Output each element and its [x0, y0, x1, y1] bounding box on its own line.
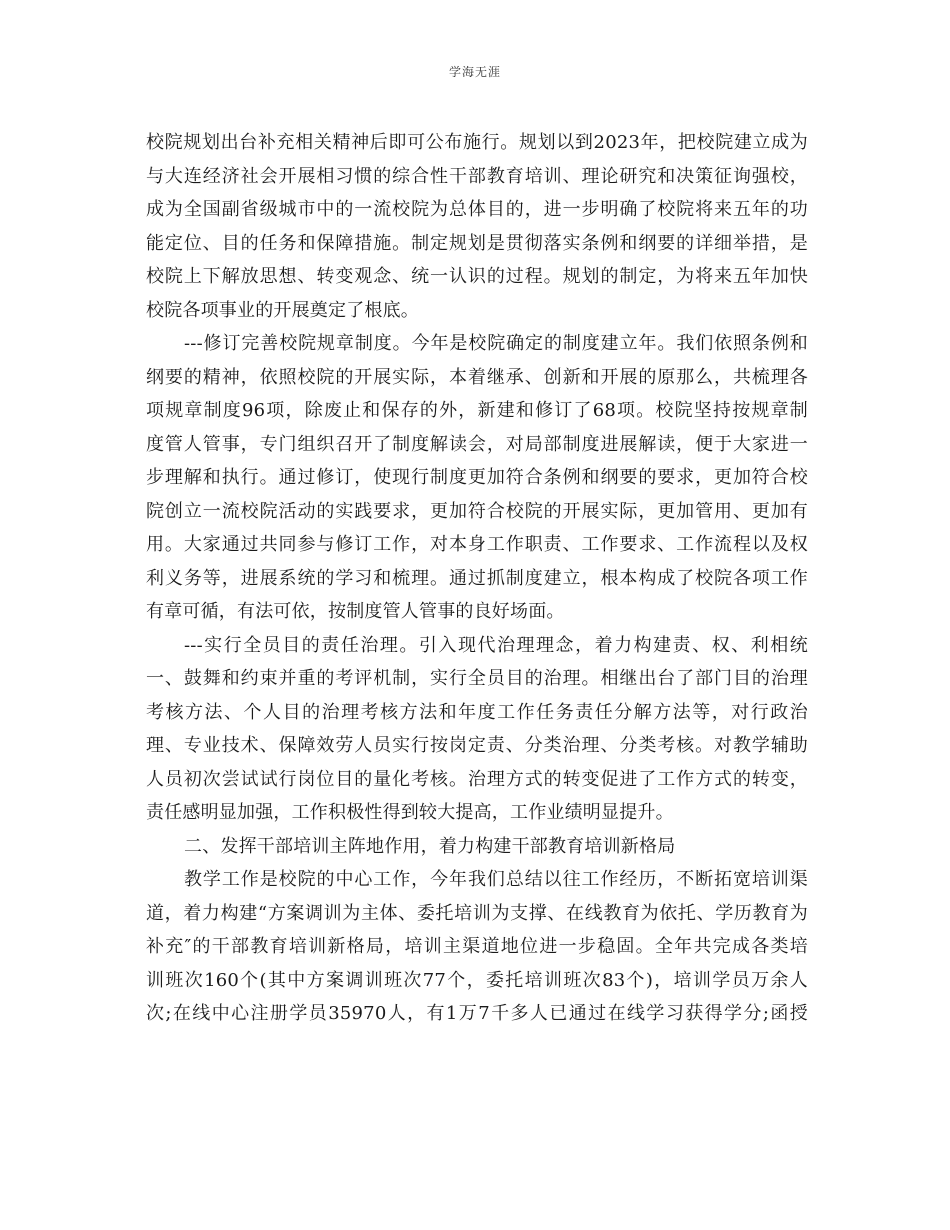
text-line: 与大连经济社会开展相习惯的综合性干部教育培训、理论研究和决策征询强校， — [146, 165, 808, 187]
text-line: 步理解和执行。通过修订，使现行制度更加符合条例和纲要的要求，更加符合校 — [146, 467, 808, 488]
text-line: 教学工作是校院的中心工作，今年我们总结以往工作经历，不断拓宽培训渠 — [184, 869, 808, 890]
text-line: 度管人管事，专门组织召开了制度解读会，对局部制度进展解读，便于大家进一 — [146, 433, 808, 455]
text-line: 训班次160个(其中方案调训班次77个，委托培训班次83个)，培训学员万余人 — [146, 969, 808, 991]
text-line: 道，着力构建“方案调训为主体、委托培训为支撑、在线教育为依托、学历教育为 — [146, 902, 808, 924]
text-line: 成为全国副省级城市中的一流校院为总体目的，进一步明确了校院将来五年的功 — [146, 199, 808, 220]
page-header: 学海无涯 — [448, 65, 501, 79]
text-line: 纲要的精神，依照校院的开展实际，本着继承、创新和开展的原那么，共梳理各 — [146, 366, 808, 388]
text-line: 能定位、目的任务和保障措施。制定规划是贯彻落实条例和纲要的详细举措，是 — [146, 232, 808, 254]
text-line: 二、发挥干部培训主阵地作用，着力构建干部教育培训新格局 — [184, 835, 676, 857]
text-line: 补充″的干部教育培训新格局，培训主渠道地位进一步稳固。全年共完成各类培 — [146, 936, 808, 957]
text-line: ---实行全员目的责任治理。引入现代治理理念，着力构建责、权、利相统 — [184, 634, 808, 656]
text-line: ---修订完善校院规章制度。今年是校院确定的制度建立年。我们依照条例和 — [184, 333, 808, 354]
text-line: 项规章制度96项，除废止和保存的外，新建和修订了68项。校院坚持按规章制 — [146, 400, 808, 421]
text-line: 考核方法、个人目的治理考核方法和年度工作任务责任分解方法等，对行政治 — [146, 701, 808, 723]
text-line: 校院各项事业的开展奠定了根底。 — [146, 299, 419, 321]
text-line: 人员初次尝试试行岗位目的量化考核。治理方式的转变促进了工作方式的转变， — [146, 768, 808, 790]
text-line: 理、专业技术、保障效劳人员实行按岗定责、分类治理、分类考核。对教学辅助 — [146, 735, 808, 756]
text-line: 次;在线中心注册学员35970人，有1万7千多人已通过在线学习获得学分;函授 — [146, 1003, 808, 1024]
text-line: 一、鼓舞和约束并重的考评机制，实行全员目的治理。相继出台了部门目的治理 — [146, 668, 808, 689]
text-line: 有章可循，有法可依，按制度管人管事的良好场面。 — [146, 601, 565, 622]
text-line: 校院上下解放思想、转变观念、统一认识的过程。规划的制定，为将来五年加快 — [146, 266, 808, 287]
text-line: 校院规划出台补充相关精神后即可公布施行。规划以到2023年，把校院建立成为 — [146, 132, 808, 153]
text-line: 院创立一流校院活动的实践要求，更加符合校院的开展实际，更加管用、更加有 — [146, 500, 808, 522]
text-line: 用。大家通过共同参与修订工作，对本身工作职责、工作要求、工作流程以及权 — [146, 534, 808, 555]
text-line: 责任感明显加强，工作积极性得到较大提高，工作业绩明显提升。 — [146, 802, 674, 823]
text-line: 利义务等，进展系统的学习和梳理。通过抓制度建立，根本构成了校院各项工作 — [146, 567, 808, 589]
document-body — [146, 126, 808, 1031]
